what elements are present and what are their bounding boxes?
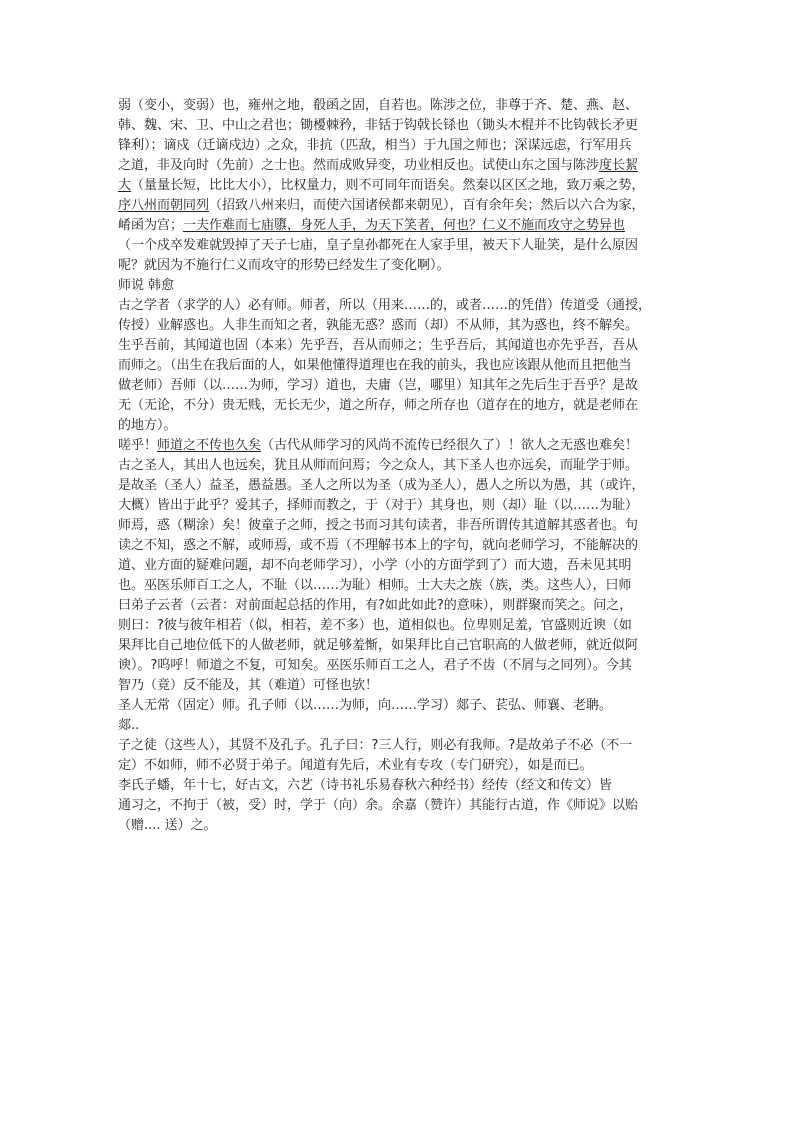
- text-line: [118, 356, 678, 376]
- text-segment: 读之不知，惑之不解，或师焉，或不焉（不理解书本上的字句，就向老师学习，不能解决的: [118, 538, 639, 553]
- text-line: [118, 396, 678, 416]
- text-line: [118, 256, 678, 276]
- text-line: [118, 636, 678, 656]
- text-segment: 也。巫医乐师百工之人，不耻（以……为耻）相师。士大夫之族（族，类。这些人），曰师: [118, 578, 632, 593]
- text-line: [118, 556, 678, 576]
- text-segment: 韩、魏、宋、卫、中山之君也；锄櫌棘矜，非铦于钩戟长铩也（锄头木棍并不比钩戟长矛更: [118, 118, 639, 133]
- text-line: [118, 576, 678, 596]
- text-line: [118, 776, 678, 796]
- text-segment: （量量长短，比比大小），比权量力，则不可同年而语矣。然秦以区区之地，致万乘之势，: [131, 178, 645, 193]
- text-segment: 智乃（竟）反不能及，其（难道）可怪也欤！: [118, 678, 379, 693]
- text-line: [118, 756, 678, 776]
- text-line: [118, 196, 678, 216]
- text-line: [118, 496, 678, 516]
- text-line: [118, 336, 678, 356]
- text-line: [118, 736, 678, 756]
- text-segment: 之道，非及向时（先前）之士也。然而成败异变，功业相反也。试使山东之国与陈涉: [118, 158, 600, 173]
- text-line: [118, 716, 678, 736]
- text-segment: 通习之，不拘于（被，受）时，学于（向）余。余嘉（赞许）其能行古道，作《师说》以贻: [118, 798, 639, 813]
- text-segment: 圣人无常（固定）师。孔子师（以……为师，向……学习）郯子、苌弘、师襄、老聃。: [118, 698, 613, 713]
- text-segment: 崤函为宫；: [118, 218, 184, 233]
- text-line: [118, 136, 678, 156]
- text-line: [118, 156, 678, 176]
- document-page: [118, 96, 678, 836]
- text-segment: （赠.... 送）之。: [118, 818, 217, 833]
- underlined-text: 师道之不传也久矣: [157, 438, 262, 453]
- text-segment: 的地方）。: [118, 418, 177, 433]
- text-line: [118, 436, 678, 456]
- text-line: [118, 176, 678, 196]
- text-segment: 子之徒（这些人），其贤不及孔子。孔子曰：?三人行，则必有我师。?是故弟子不必（不一: [118, 738, 633, 753]
- text-line: [118, 476, 678, 496]
- text-line: [118, 796, 678, 816]
- text-line: [118, 216, 678, 236]
- text-line: [118, 696, 678, 716]
- text-line: [118, 276, 678, 296]
- underlined-text: 度长絜: [599, 158, 639, 173]
- text-line: [118, 516, 678, 536]
- text-segment: 古之学者（求学的人）必有师。师者，所以（用来……的，或者……的凭借）传道受（通授，: [118, 298, 652, 313]
- text-segment: 是故圣（圣人）益圣，愚益愚。圣人之所以为圣（成为圣人），愚人之所以为愚，其（或许，: [118, 478, 645, 493]
- text-line: [118, 296, 678, 316]
- text-segment: 而师之。（出生在我后面的人，如果他懂得道理也在我的前头，我也应该跟从他而且把他当: [118, 358, 632, 373]
- text-segment: 嗟乎！: [118, 438, 158, 453]
- text-segment: 果拜比自己地位低下的人做老师，就足够羞惭，如果拜比自己官职高的人做老师，就近似阿: [118, 638, 639, 653]
- text-segment: 大概）皆出于此乎？爱其子，择师而教之，于（对于）其身也，则（却）耻（以……为耻）: [118, 498, 639, 513]
- text-line: [118, 236, 678, 256]
- text-segment: （招致八州来归，而使六国诸侯都来朝见），百有余年矣；然后以六合为家，: [209, 198, 645, 213]
- text-line: [118, 596, 678, 616]
- text-segment: 弱（变小，变弱）也，雍州之地，殽函之固，自若也。陈涉之位，非尊于齐、楚、燕、赵、: [118, 98, 639, 113]
- text-segment: 师说 韩愈: [118, 278, 175, 293]
- text-line: [118, 376, 678, 396]
- text-segment: 定）不如师，师不必贤于弟子。闻道有先后，术业有专攻（专门研究），如是而已。: [118, 758, 593, 773]
- text-segment: 古之圣人，其出人也远矣，犹且从师而问焉；今之众人，其下圣人也亦远矣，而耻学于师。: [118, 458, 639, 473]
- text-line: [118, 96, 678, 116]
- text-segment: 传授）业解惑也。人非生而知之者，孰能无惑？惑而（却）不从师，其为惑也，终不解矣。: [118, 318, 639, 333]
- text-segment: 则曰：?彼与彼年相若（似，相若，差不多）也，道相似也。位卑则足羞，官盛则近谀（如: [118, 618, 632, 633]
- text-segment: 师焉，惑（糊涂）矣！彼童子之师，授之书而习其句读者，非吾所谓传其道解其惑者也。句: [118, 518, 639, 533]
- text-segment: 无（无论，不分）贵无贱，无长无少，道之所存，师之所存也（道存在的地方，就是老师在: [118, 398, 639, 413]
- text-segment: 做老师）吾师（以……为师，学习）道也，夫庸（岂，哪里）知其年之先后生于吾乎？是故: [118, 378, 639, 393]
- text-segment: （古代从师学习的风尚不流传已经很久了）！欲人之无惑也难矣！: [261, 438, 639, 453]
- underlined-text: 序八州而朝同列: [118, 198, 210, 213]
- text-segment: 谀）。?呜呼！师道之不复，可知矣。巫医乐师百工之人，君子不齿（不屑与之同列）。今其: [118, 658, 632, 673]
- text-segment: 李氏子蟠，年十七，好古文，六艺（诗书礼乐易春秋六种经书）经传（经文和传文）皆: [118, 778, 613, 793]
- text-segment: 郯..: [118, 718, 140, 733]
- text-line: [118, 456, 678, 476]
- underlined-text: 大: [118, 178, 132, 193]
- underlined-text: 一夫作难而七庙隳，身死人手，为天下笑者，何也？仁义不施而攻守之势异也: [183, 218, 626, 233]
- text-line: [118, 416, 678, 436]
- text-segment: （一个戍卒发难就毁掉了天子七庙，皇子皇孙都死在人家手里，被天下人耻笑，是什么原因: [118, 238, 639, 253]
- text-line: [118, 656, 678, 676]
- text-line: [118, 316, 678, 336]
- text-segment: 锋利）；谪戍（迁谪戍边）之众，非抗（匹敌，相当）于九国之师也；深谋远虑，行军用兵: [118, 138, 632, 153]
- text-segment: 生乎吾前，其闻道也固（本来）先乎吾，吾从而师之；生乎吾后，其闻道也亦先乎吾，吾从: [118, 338, 639, 353]
- text-segment: 道、业方面的疑难问题，却不向老师学习），小学（小的方面学到了）而大遗，吾未见其明: [118, 558, 632, 573]
- text-segment: 呢？就因为不施行仁义而攻守的形势已经发生了变化啊）。: [118, 258, 450, 273]
- text-line: [118, 116, 678, 136]
- text-line: [118, 676, 678, 696]
- text-segment: 曰弟子云者（云者：对前面起总括的作用，有?如此如此?的意味），则群聚而笑之。问之，: [118, 598, 633, 613]
- text-line: [118, 816, 678, 836]
- text-line: [118, 536, 678, 556]
- text-line: [118, 616, 678, 636]
